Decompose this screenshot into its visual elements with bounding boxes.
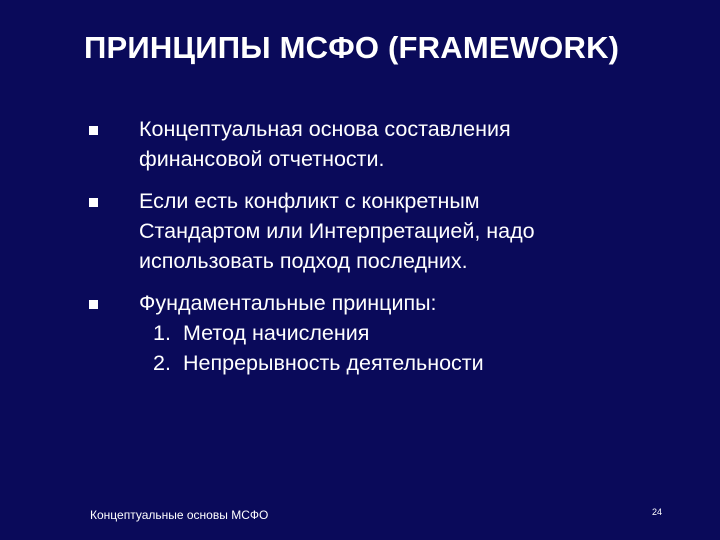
numbered-list-item — [139, 318, 659, 348]
square-bullet-icon — [89, 300, 98, 309]
bullet-text — [139, 114, 659, 174]
bullet-line: финансовой отчетности. — [139, 147, 385, 171]
bullet-line: Фундаментальные принципы: — [139, 291, 437, 315]
page-number: 24 — [652, 507, 663, 517]
bullet-text — [139, 186, 659, 276]
list-item-label: Метод начисления — [183, 321, 370, 345]
square-bullet-icon — [89, 198, 98, 207]
bullet-line: Если есть конфликт с конкретным — [139, 189, 480, 213]
bullet-line: Стандартом или Интерпретацией, надо — [139, 219, 535, 243]
slide-title: ПРИНЦИПЫ МСФО (FRAMEWORK) — [84, 30, 620, 65]
bullet-line: использовать подход последних. — [139, 249, 468, 273]
list-number: 2. — [153, 351, 171, 375]
bullet-text — [139, 288, 659, 378]
footer-caption: Концептуальные основы МСФО — [90, 508, 269, 522]
bullet-line: Концептуальная основа составления — [139, 117, 511, 141]
square-bullet-icon — [89, 126, 98, 135]
numbered-sublist — [139, 318, 659, 378]
list-item-label: Непрерывность деятельности — [183, 351, 484, 375]
numbered-list-item — [139, 348, 659, 378]
list-number: 1. — [153, 321, 171, 345]
